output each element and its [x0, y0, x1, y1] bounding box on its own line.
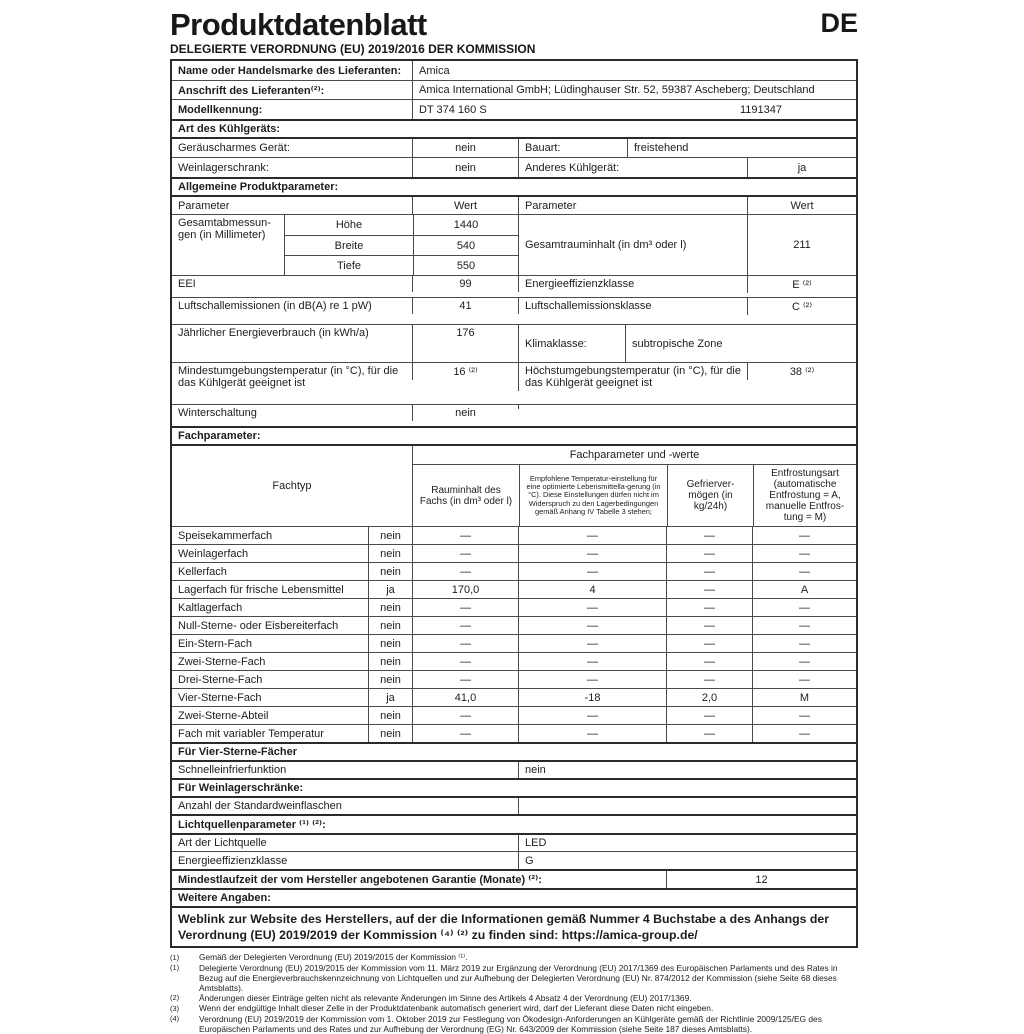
energy-label: Jährlicher Energieverbrauch (in kWh/a)	[178, 327, 369, 339]
compartment-temp: —	[518, 527, 666, 544]
depth-value: 550	[413, 256, 518, 275]
eei-value: 99	[412, 276, 518, 292]
compartment-label: Speisekammerfach	[178, 529, 273, 542]
compartment-volume: —	[412, 617, 518, 634]
compartment-label: Drei-Sterne-Fach	[178, 673, 263, 686]
row-supplier-address	[172, 80, 856, 99]
light-type-value: LED	[518, 835, 856, 851]
width-label: Breite	[334, 239, 364, 252]
row-ambient-temp	[172, 362, 856, 404]
compartment-label: Kellerfach	[178, 565, 227, 578]
compartment-label: Null-Sterne- oder Eisbereiterfach	[178, 619, 339, 632]
compartment-label: Ein-Stern-Fach	[178, 637, 252, 650]
dimensions-label: Gesamtabmessungen (in Millimeter)	[178, 217, 271, 241]
compartment-defrost: —	[752, 707, 856, 724]
dimensions-left	[172, 215, 518, 275]
compartment-present: ja	[368, 581, 412, 598]
compartment-temp: -18	[518, 689, 666, 706]
compartment-defrost: —	[752, 527, 856, 544]
design-label: Bauart:	[518, 139, 627, 157]
compartment-defrost: —	[752, 635, 856, 652]
compartment-defrost: —	[752, 617, 856, 634]
dim-row-height	[285, 215, 518, 235]
warranty-value: 12	[666, 871, 856, 888]
section-compartments-heading	[172, 426, 856, 444]
footnote-marker: (3)	[170, 1003, 180, 1013]
row-winter	[172, 404, 856, 426]
section-light-heading	[172, 814, 856, 833]
compartment-freeze: —	[666, 581, 752, 598]
table-row	[172, 670, 856, 688]
section-type-heading	[172, 119, 856, 137]
light-class-label: Energieeffizienzklasse	[178, 854, 288, 867]
compartment-temp: —	[518, 635, 666, 652]
total-volume-label: Gesamtrauminhalt (in dm³ oder l)	[518, 215, 747, 275]
compartment-volume: —	[412, 671, 518, 688]
other-type-label: Anderes Kühlgerät:	[518, 158, 747, 177]
eei-class-value: E ⁽²⁾	[747, 276, 856, 293]
compartment-temp: —	[518, 599, 666, 616]
footnote-marker: (1)	[170, 963, 180, 972]
compartment-freeze: —	[666, 527, 752, 544]
compartments-header	[172, 444, 856, 526]
compartment-label: Lagerfach für frische Lebensmittel	[178, 583, 344, 596]
language-badge: DE	[820, 8, 858, 38]
footnote-text: Gemäß der Delegierten Verordnung (EU) 2019/2015 der Kommission ⁽¹⁾.	[199, 952, 468, 962]
weblink-text: Weblink zur Website des Herstellers, auf der die Informationen gemäß Nummer 4 Buchstabe a des Anhangs der Verordnung (EU) 2019/2019 der Kommission ⁽⁴⁾ ⁽²⁾ zu finden sind: https://amica-group.de/	[178, 912, 829, 942]
table-row	[172, 526, 856, 544]
compartment-volume: 170,0	[412, 581, 518, 598]
footnote	[170, 1003, 858, 1014]
row-wine-cabinet	[172, 157, 856, 177]
compartment-volume: —	[412, 653, 518, 670]
compartment-volume: —	[412, 635, 518, 652]
type-heading-label: Art des Kühlgeräts:	[178, 123, 281, 135]
title-bar	[170, 8, 858, 41]
table-row	[172, 598, 856, 616]
compartment-present: nein	[368, 653, 412, 670]
model-label: Modellkennung:	[178, 103, 263, 116]
row-dimensions	[172, 214, 856, 275]
fast-freeze-label: Schnelleinfrierfunktion	[178, 764, 287, 776]
footnote-marker: (4)	[170, 1014, 180, 1023]
compartment-present: nein	[368, 545, 412, 562]
low-noise-label: Geräuscharmes Gerät:	[178, 142, 290, 154]
row-eei	[172, 275, 856, 297]
row-supplier-name	[172, 61, 856, 80]
regulation-subtitle: DELEGIERTE VERORDNUNG (EU) 2019/2016 DER KOMMISSION	[170, 42, 536, 56]
compartment-present: nein	[368, 527, 412, 544]
light-type-label: Art der Lichtquelle	[178, 837, 267, 849]
col-temp-header: Empfohlene Temperatur-einstellung für eine optimierte Lebensmittella-gerung (in °C). Diese Einstellungen dürfen nicht im Widerspruch zu den Lagerbedingungen gemäß Anhang IV Tabelle 3 stehen;	[519, 465, 667, 526]
low-noise-value: nein	[412, 139, 518, 157]
section-additional-heading	[172, 888, 856, 906]
compartment-freeze: —	[666, 653, 752, 670]
fast-freeze-value: nein	[518, 762, 856, 778]
compartment-present: nein	[368, 725, 412, 742]
model-value-cell	[412, 100, 856, 119]
eei-class-label: Energieeffizienzklasse	[518, 276, 747, 292]
value-header-left: Wert	[412, 197, 518, 214]
compartment-freeze: —	[666, 671, 752, 688]
compartment-label: Zwei-Sterne-Fach	[178, 655, 266, 668]
footnote	[170, 963, 858, 993]
table-row	[172, 688, 856, 706]
footnote-text: Wenn der endgültige Inhalt dieser Zelle in der Produktdatenbank automatisch generiert wird, darf der Lieferant diese Daten nicht eingeben.	[199, 1003, 714, 1013]
compartment-freeze: —	[666, 617, 752, 634]
compartment-present: nein	[368, 563, 412, 580]
compartment-defrost: —	[752, 599, 856, 616]
table-row	[172, 616, 856, 634]
section-wine-heading	[172, 778, 856, 796]
wine-cabinet-value: nein	[412, 158, 518, 177]
four-star-heading-label: Für Vier-Sterne-Fächer	[178, 746, 298, 758]
compartment-label: Kaltlagerfach	[178, 601, 243, 614]
row-weblink	[172, 906, 856, 946]
compartment-temp: —	[518, 545, 666, 562]
compartment-freeze: —	[666, 725, 752, 742]
row-low-noise	[172, 137, 856, 157]
compartment-volume: —	[412, 707, 518, 724]
footnote	[170, 993, 858, 1004]
total-volume-value: 211	[747, 215, 856, 275]
table-row	[172, 724, 856, 742]
row-param-header	[172, 195, 856, 214]
compartment-present: nein	[368, 617, 412, 634]
compartment-label: Vier-Sterne-Fach	[178, 691, 262, 704]
winter-label: Winterschaltung	[178, 407, 257, 419]
compartment-present: nein	[368, 671, 412, 688]
compartment-label: Zwei-Sterne-Abteil	[178, 709, 269, 722]
noise-class-value: C ⁽²⁾	[747, 298, 856, 315]
compartment-volume: —	[412, 725, 518, 742]
compartment-temp: 4	[518, 581, 666, 598]
footnote-text: Delegierte Verordnung (EU) 2019/2015 der Kommission vom 11. März 2019 zur Ergänzung der Verordnung (EU) 2017/1369 des Europäischen Parlaments und des Rates in Bezug auf die Energieverbrauchskennzeichnung von Lichtquellen und zur Aufhebung der Delegierten Verordnung (EU) Nr. 874/2012 der Kommission (siehe Seite 68 dieses Amtsblatts).	[199, 962, 838, 993]
supplier-name-value: Amica	[412, 61, 856, 80]
energy-value: 176	[412, 325, 518, 362]
compartment-present: nein	[368, 635, 412, 652]
compartment-defrost: —	[752, 671, 856, 688]
footnote-marker: (1)	[170, 952, 180, 962]
footnote-marker: (2)	[170, 993, 180, 1002]
compartment-freeze: —	[666, 707, 752, 724]
wine-heading-label: Für Weinlagerschränke:	[178, 782, 304, 794]
max-temp-value: 38 ⁽²⁾	[747, 363, 856, 380]
compartment-label: Weinlagerfach	[178, 547, 249, 560]
model-value: DT 374 160 S	[419, 103, 487, 116]
fachtyp-header: Fachtyp	[272, 480, 312, 492]
param-header-left: Parameter	[178, 199, 230, 212]
wine-cabinet-label: Weinlagerschrank:	[178, 161, 269, 174]
compartment-freeze: —	[666, 635, 752, 652]
max-temp-label: Höchstumgebungstemperatur (in °C), für die das Kühlgerät geeignet ist	[518, 363, 747, 391]
compartment-freeze: —	[666, 563, 752, 580]
supplier-address-value: Amica International GmbH; Lüdinghauser Str. 52, 59387 Ascheberg; Deutschland	[412, 81, 856, 99]
climate-value: subtropische Zone	[625, 325, 856, 362]
section-four-star-heading	[172, 742, 856, 760]
page-title: Produktdatenblatt	[170, 7, 427, 42]
param-header-right: Parameter	[518, 197, 747, 214]
section-general-heading	[172, 177, 856, 195]
width-value: 540	[413, 236, 518, 255]
row-fast-freeze	[172, 760, 856, 778]
depth-label: Tiefe	[336, 259, 362, 272]
table-row	[172, 706, 856, 724]
table-row	[172, 634, 856, 652]
winter-value: nein	[412, 405, 518, 421]
wine-bottles-label: Anzahl der Standardweinflaschen	[178, 800, 342, 812]
compartment-defrost: M	[752, 689, 856, 706]
dimensions-subrows	[284, 215, 518, 275]
eei-label: EEI	[178, 278, 196, 290]
compartment-present: nein	[368, 707, 412, 724]
compartment-present: ja	[368, 689, 412, 706]
winter-empty-cell	[518, 405, 856, 409]
compartment-freeze: —	[666, 599, 752, 616]
min-temp-value: 16 ⁽²⁾	[412, 363, 518, 380]
design-value: freistehend	[627, 139, 856, 157]
table-row	[172, 580, 856, 598]
min-temp-label: Mindestumgebungstemperatur (in °C), für die das Kühlgerät geeignet ist	[178, 365, 399, 389]
row-light-class	[172, 851, 856, 869]
compartment-defrost: —	[752, 563, 856, 580]
row-light-type	[172, 833, 856, 851]
compartments-header-right	[412, 446, 856, 526]
compartment-present: nein	[368, 599, 412, 616]
table-row	[172, 652, 856, 670]
general-heading-label: Allgemeine Produktparameter:	[178, 181, 339, 193]
footnote-text: Verordnung (EU) 2019/2019 der Kommission vom 1. Oktober 2019 zur Festlegung von Ökodesign-Anforderungen an Kühlgeräte gemäß der Richtlinie 2009/125/EG des Europäischen Parlaments und des Rates und zur Aufhebung der Verordnung (EG) Nr. 643/2009 der Kommission (siehe Seite 187 dieses Amtsblatts).	[199, 1013, 822, 1034]
merged-header: Fachparameter und -werte	[413, 446, 856, 465]
product-datasheet	[170, 8, 858, 1034]
climate-label: Klimaklasse:	[518, 325, 625, 362]
compartment-volume: —	[412, 563, 518, 580]
compartment-volume: —	[412, 527, 518, 544]
compartment-volume: —	[412, 545, 518, 562]
compartment-volume: 41,0	[412, 689, 518, 706]
height-label: Höhe	[335, 219, 363, 231]
wine-bottles-value	[518, 798, 856, 814]
other-type-value: ja	[747, 158, 856, 177]
col-freeze-header: Gefriervermögen (in kg/24h)	[667, 465, 753, 526]
supplier-name-label: Name oder Handelsmarke des Lieferanten:	[178, 64, 402, 77]
table-row	[172, 544, 856, 562]
compartment-temp: —	[518, 563, 666, 580]
compartment-volume: —	[412, 599, 518, 616]
row-warranty	[172, 869, 856, 888]
value-header-right: Wert	[747, 197, 856, 214]
table-row	[172, 562, 856, 580]
row-energy	[172, 324, 856, 362]
footnote	[170, 952, 858, 963]
dim-row-width	[285, 235, 518, 255]
light-class-value: G	[518, 852, 856, 869]
footnote-text: Änderungen dieser Einträge gelten nicht als relevante Änderungen im Sinne des Artikels 4 Absatz 4 der Verordnung (EU) 2017/1369.	[199, 992, 692, 1003]
compartment-freeze: 2,0	[666, 689, 752, 706]
model-id: 1191347	[739, 103, 782, 116]
supplier-address-label: Anschrift des Lieferanten⁽²⁾:	[178, 84, 325, 97]
dim-row-depth	[285, 255, 518, 275]
compartment-column-headers	[413, 465, 856, 526]
additional-heading-label: Weitere Angaben:	[178, 892, 271, 904]
noise-value: 41	[412, 298, 518, 314]
row-noise	[172, 297, 856, 324]
footnotes	[170, 952, 858, 1034]
compartment-defrost: —	[752, 653, 856, 670]
compartment-defrost: —	[752, 545, 856, 562]
light-heading-label: Lichtquellenparameter ⁽¹⁾ ⁽²⁾:	[178, 819, 326, 831]
row-model	[172, 99, 856, 119]
compartments-heading-label: Fachparameter:	[178, 430, 261, 442]
compartment-temp: —	[518, 653, 666, 670]
datasheet-table	[170, 59, 858, 948]
compartment-temp: —	[518, 725, 666, 742]
col-defrost-header: Entfrostungsart (automatische Entfrostung = A, manuelle Entfrostung = M)	[753, 465, 856, 526]
row-wine-bottles	[172, 796, 856, 814]
compartment-label: Fach mit variabler Temperatur	[178, 727, 324, 740]
compartment-temp: —	[518, 671, 666, 688]
warranty-label: Mindestlaufzeit der vom Hersteller angebotenen Garantie (Monate) ⁽²⁾:	[178, 874, 542, 886]
compartment-defrost: —	[752, 725, 856, 742]
noise-label: Luftschallemissionen (in dB(A) re 1 pW)	[178, 300, 372, 312]
compartment-temp: —	[518, 707, 666, 724]
col-volume-header: Rauminhalt des Fachs (in dm³ oder l)	[419, 484, 513, 507]
height-value: 1440	[413, 215, 518, 235]
compartment-temp: —	[518, 617, 666, 634]
noise-class-label: Luftschallemissionsklasse	[518, 298, 747, 314]
compartment-freeze: —	[666, 545, 752, 562]
compartment-defrost: A	[752, 581, 856, 598]
